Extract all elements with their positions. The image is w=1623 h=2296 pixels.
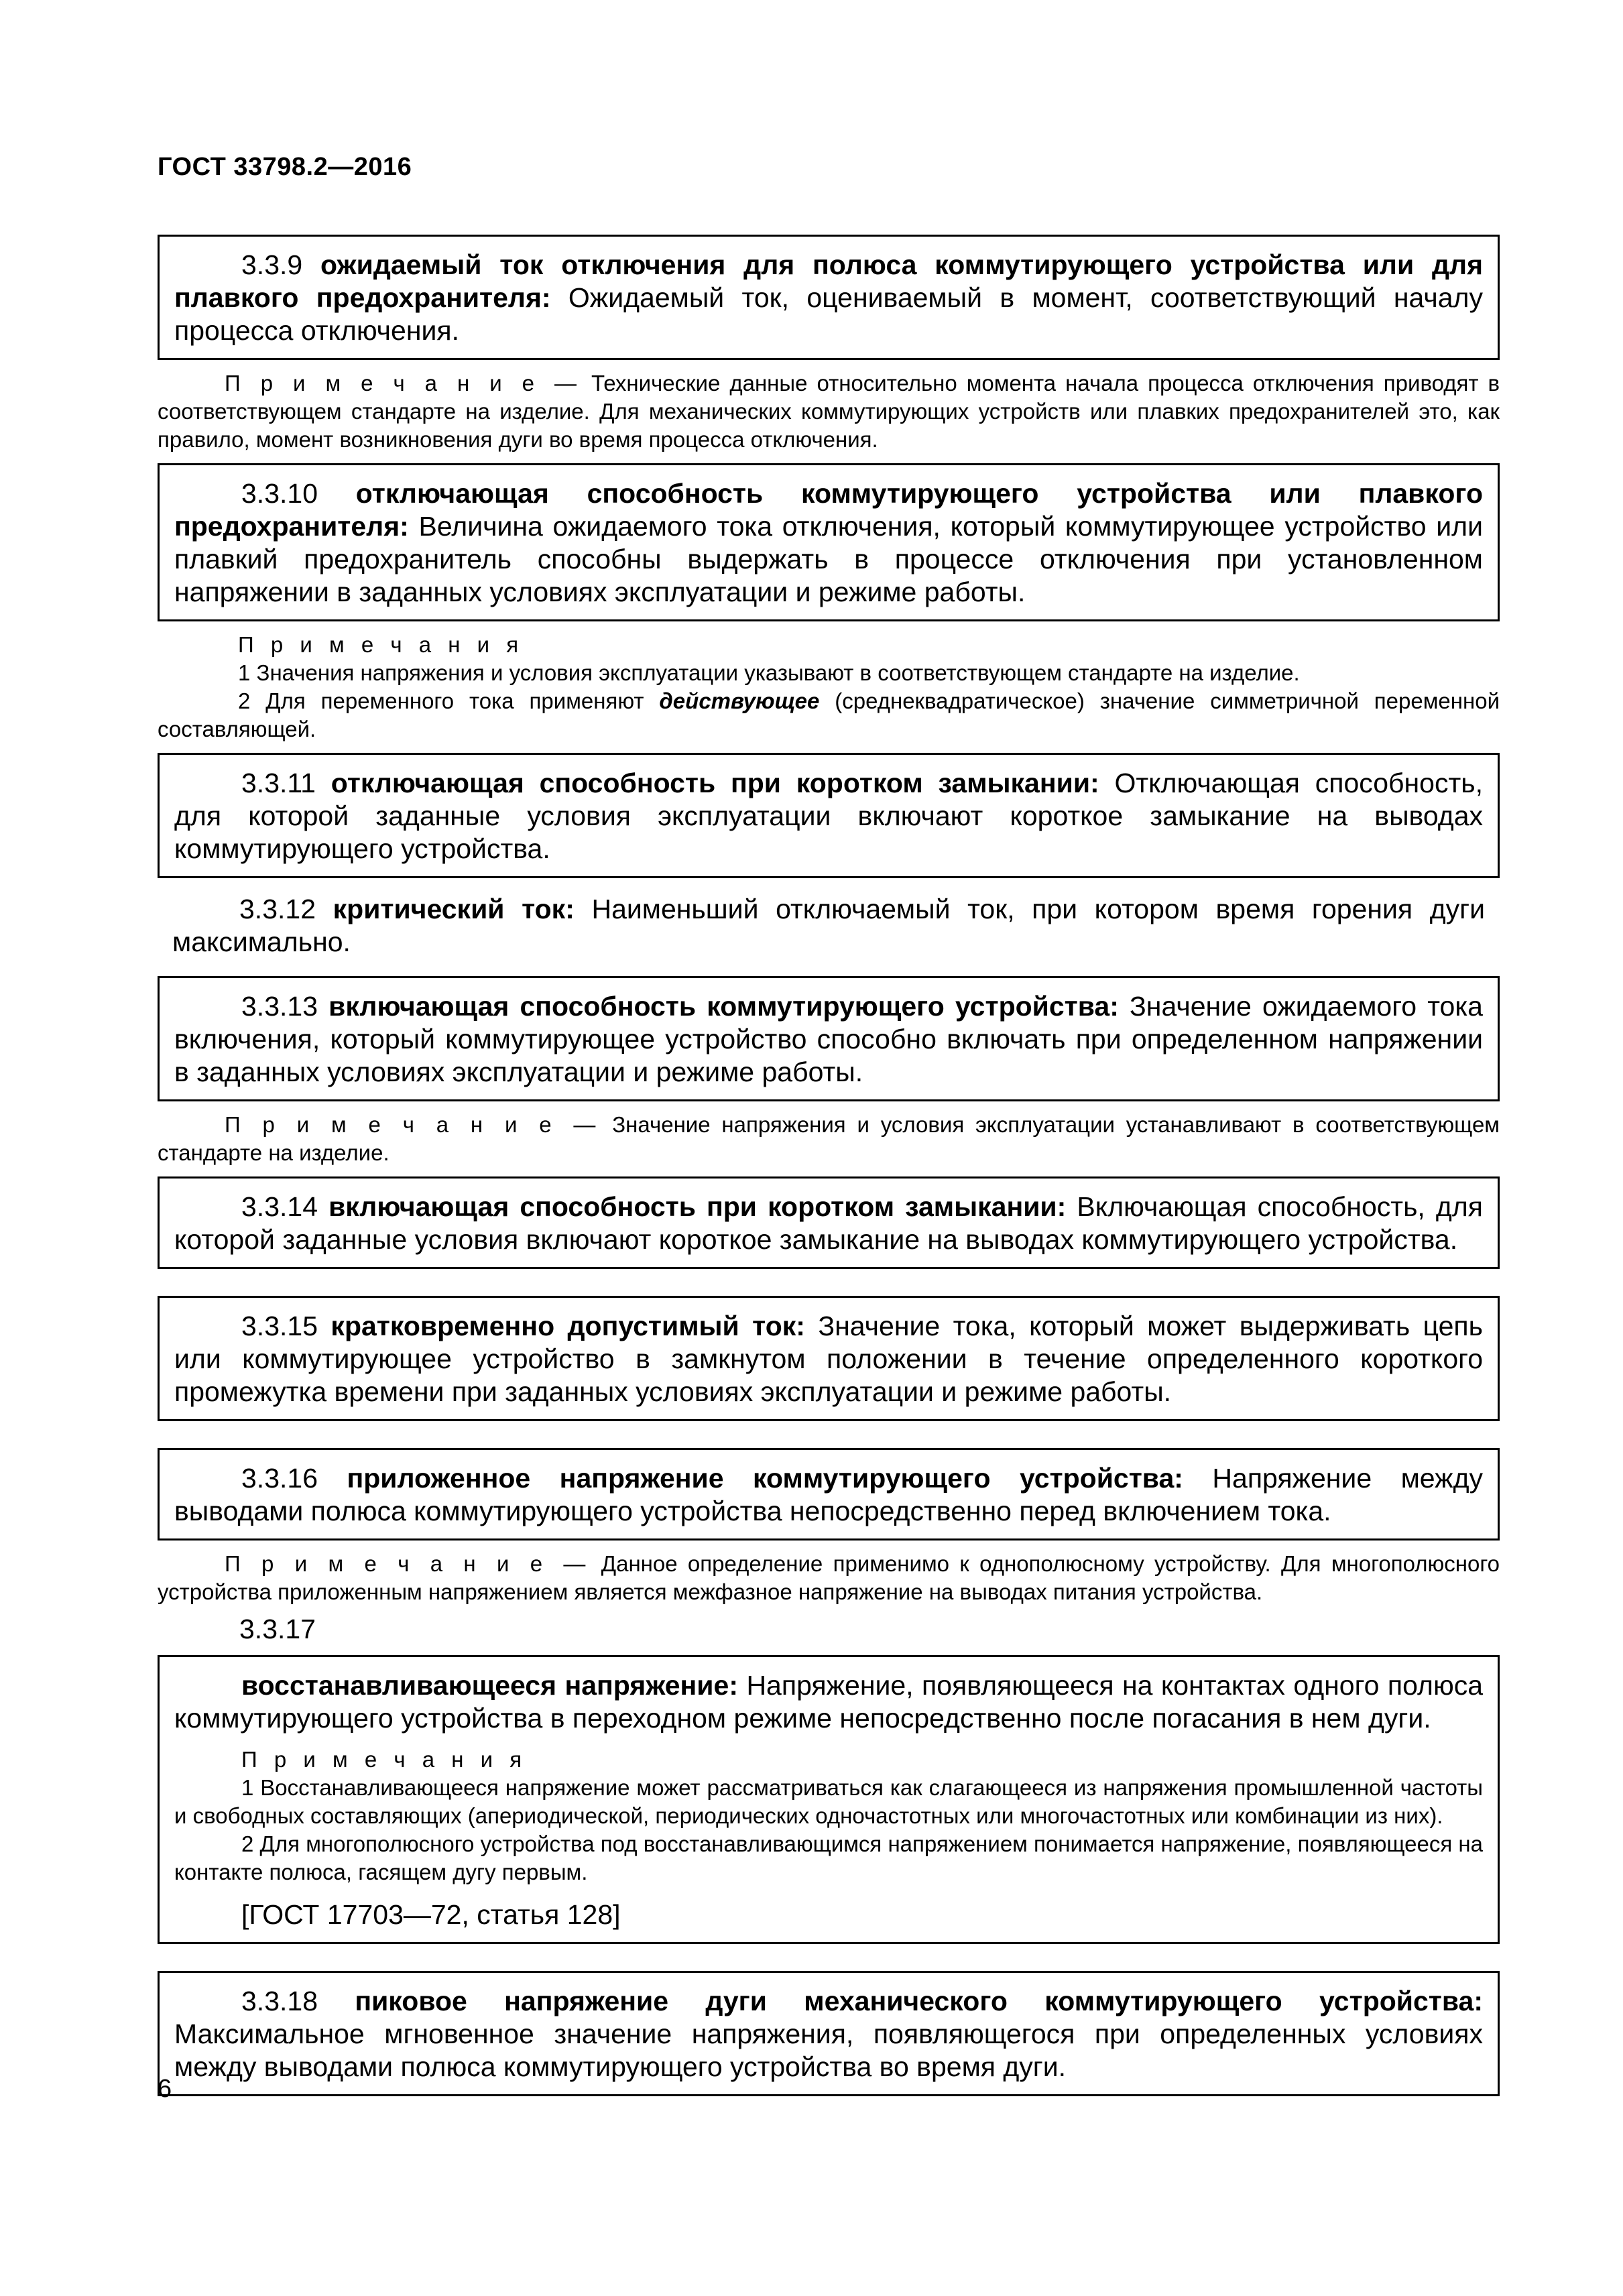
term-name: ожидаемый ток отключения для полюса коммутирующего устройства или для плавкого предохранителя: (174, 249, 1483, 313)
term-definition: Включающая способность, для которой заданные условия включают короткое замыкание на выводах коммутирующего устройства. (174, 1191, 1483, 1255)
note-text: Данное определение применимо к однополюсному устройству. Для многополюсного устройства приложенным напряжением является межфазное напряжение на выводах питания устройства. (158, 1551, 1500, 1604)
term-definition: Отключающая способность, для которой заданные условия эксплуатации включают короткое замыкание на выводах коммутирующего устройства. (174, 768, 1483, 864)
note-label: П р и м е ч а н и е — (225, 1112, 601, 1137)
term-name: включающая способность коммутирующего устройства: (328, 991, 1119, 1022)
term-definition: Ожидаемый ток, оцениваемый в момент, соответствующий началу процесса отключения. (174, 282, 1483, 346)
definition-3-3-13 (158, 976, 1500, 1101)
notes-3-3-10 (158, 631, 1500, 743)
definition-3-3-17-number: 3.3.17 (239, 1614, 316, 1644)
note-text: Технические данные относительно момента начала процесса отключения приводят в соответствующем стандарте на изделие. Для механических коммутирующих устройств или плавких предохранителей это, как правило, момент возникновения дуги во время процесса отключения. (158, 371, 1500, 452)
note-2: 2 Для переменного тока применяют действующее (среднеквадратическое) значение симметричной переменной составляющей. (158, 688, 1500, 741)
note-label: П р и м е ч а н и е — (225, 1551, 591, 1576)
reference: [ГОСТ 17703—72, статья 128] (241, 1899, 621, 1930)
note-3-3-16 (158, 1550, 1500, 1606)
term-number: 3.3.13 (241, 991, 318, 1022)
term-name: пиковое напряжение дуги механического коммутирующего устройства: (355, 1986, 1483, 2016)
notes-label: П р и м е ч а н и я (238, 632, 524, 657)
term-number: 3.3.11 (241, 768, 316, 798)
term-definition: Напряжение, появляющееся на контактах одного полюса коммутирующего устройства в переходном режиме непосредственно после погасания в нем дуги. (174, 1670, 1483, 1734)
term-definition: Значение ожидаемого тока включения, который коммутирующее устройство способно включать при определенном напряжении в заданных условиях эксплуатации и режиме работы. (174, 991, 1483, 1087)
term-name: отключающая способность коммутирующего устройства или плавкого предохранителя: (174, 478, 1483, 542)
term-number: 3.3.9 (241, 249, 303, 280)
definition-3-3-11 (158, 753, 1500, 878)
definition-3-3-15 (158, 1296, 1500, 1421)
term-number: 3.3.12 (239, 894, 316, 924)
note-3-3-9 (158, 369, 1500, 454)
document-body (158, 235, 1500, 2096)
document-id: ГОСТ 33798.2—2016 (158, 153, 412, 181)
term-name: восстанавливающееся напряжение: (241, 1670, 738, 1701)
definition-3-3-9 (158, 235, 1500, 360)
term-number: 3.3.15 (241, 1311, 318, 1341)
note-label: П р и м е ч а н и е — (225, 371, 582, 396)
definition-3-3-17 (158, 1655, 1500, 1944)
note-1: 1 Восстанавливающееся напряжение может рассматриваться как слагающееся из напряжения промышленной частоты и свободных составляющих (апериодической, периодических одночастотных или многочастотных или комбинации из них). (174, 1775, 1483, 1828)
term-definition: Наименьший отключаемый ток, при котором время горения дуги максимально. (172, 894, 1485, 957)
term-number: 3.3.16 (241, 1463, 318, 1494)
term-definition: Значение тока, который может выдерживать цепь или коммутирующее устройство в замкнутом положении в течение определенного короткого промежутка времени при заданных условиях эксплуатации и режиме работы. (174, 1311, 1483, 1407)
term-name: приложенное напряжение коммутирующего устройства: (347, 1463, 1183, 1494)
notes-label: П р и м е ч а н и я (241, 1747, 528, 1772)
page-number: 6 (158, 2075, 172, 2103)
note-1: 1 Значения напряжения и условия эксплуатации указывают в соответствующем стандарте на изделие. (238, 660, 1300, 685)
note-2: 2 Для многополюсного устройства под восстанавливающимся напряжением понимается напряжение, появляющееся на контакте полюса, гасящем дугу первым. (174, 1831, 1483, 1884)
definition-3-3-16 (158, 1448, 1500, 1540)
definition-3-3-10 (158, 463, 1500, 621)
term-name: включающая способность при коротком замыкании: (328, 1191, 1067, 1222)
term-definition: Величина ожидаемого тока отключения, который коммутирующее устройство или плавкий предохранитель способны выдержать в процессе отключения при установленном напряжении в заданных условиях эксплуатации и режиме работы. (174, 511, 1483, 607)
note-3-3-13 (158, 1111, 1500, 1167)
definition-3-3-18 (158, 1971, 1500, 2096)
definition-3-3-14 (158, 1176, 1500, 1269)
term-number: 3.3.10 (241, 478, 318, 509)
term-name: критический ток: (333, 894, 575, 924)
term-number: 3.3.14 (241, 1191, 318, 1222)
term-number: 3.3.18 (241, 1986, 318, 2016)
term-definition: Напряжение между выводами полюса коммутирующего устройства непосредственно перед включением тока. (174, 1463, 1483, 1526)
term-definition: Максимальное мгновенное значение напряжения, появляющегося при определенных условиях между выводами полюса коммутирующего устройства во время дуги. (174, 2018, 1483, 2082)
term-name: кратковременно допустимый ток: (330, 1311, 805, 1341)
term-name: отключающая способность при коротком замыкании: (330, 768, 1099, 798)
definition-3-3-12 (158, 893, 1500, 959)
notes-3-3-17 (174, 1746, 1483, 1886)
note-text: Значение напряжения и условия эксплуатации устанавливают в соответствующем стандарте на изделие. (158, 1112, 1500, 1165)
